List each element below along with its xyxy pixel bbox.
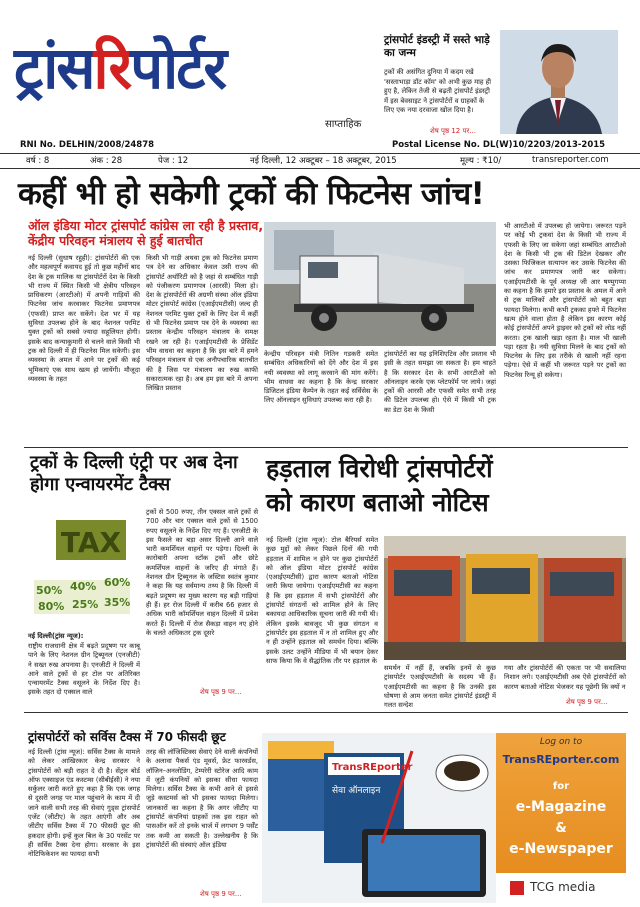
weekly-label: साप्ताहिक: [325, 119, 362, 130]
percent-6: 35%: [104, 596, 131, 609]
teaser-body: ट्रकों की असंगित दुनिया में कदम रखे 'सस्ताभाड़ा डॉट कॉम' को अभी कुछ माह ही हुए है, लेकिन तेजी से बढ़ती ट्रांसपोर्ट इंडस्ट्री में इस बेवसाइट ने ट्रांसपोर्टरों व ग्राहकों के लिए एक नया दरवाजा खोल दिया है।: [384, 68, 492, 115]
main-headline: कहीं भी हो सकेगी ट्रकों की फिटनेस जांच!: [18, 176, 485, 212]
truck-photo: [264, 222, 496, 346]
story4-more[interactable]: शेष पृष्ठ 9 पर...: [200, 890, 242, 898]
story3-more[interactable]: शेष पृष्ठ 9 पर...: [566, 698, 608, 706]
ad-brand: TCG media: [530, 880, 596, 894]
ad-brand-strip: [496, 873, 626, 903]
ad-mag-sub: सेवा ऑनलाइन: [332, 786, 381, 796]
issue-date: नई दिल्ली, 12 अक्टूबर – 18 अक्टूबर, 2015: [250, 156, 397, 166]
story2-dateline: नई दिल्ली(ट्रांस न्यूज):: [28, 632, 84, 640]
masthead-part1: ट्रांस: [14, 34, 94, 102]
ad-amp: &: [555, 821, 567, 836]
trucks-photo: [384, 536, 626, 660]
website-link[interactable]: transreporter.com: [532, 155, 609, 165]
teaser-title: ट्रांसपोर्ट इंडस्ट्री में सस्ते भाड़े का जन्म: [384, 34, 490, 59]
story4-col2: तरह की लॉजिस्टिक्स सेवाएं देने वाली कंपनियों के अलावा पैकर्स एंड मूवर्स, फ्रेट फारवर्डस, लॉजिन–अनलोडिंग, टेम्परेरी स्टोरेज आदि काम में जुटी कंपनियों को इसका सीधा फायदा मिलेगा। सर्विस टैक्स के कभी आने से इससे जुड़े कस्टमर्स को भी इसका फायदा मिलेगा। जानकारों का कहना है कि अगर जीटीए या ट्रांसपोर्ट कंपनियां ग्राहकों तक इस राहत को पास‌ऑन करें तो इनके चार्ज में लगभग 9 पर्सेंट तक कमी आ सकती है। उल्लेखनीय है कि ट्रांसपोर्टरों की संस्थाएं ऑल इंडिया: [146, 748, 258, 849]
percent-5: 25%: [72, 598, 99, 611]
story2-col-left: राष्ट्रीय राजधानी क्षेत्र में बढ़ते प्रदूषण पर काबू पाने के लिए नेशनल ग्रीन ट्रिब्यूनल (एनजीटी) ने सख्त रुख अपनाया है। एनजीटी ने दिल्ली में आने वाले ट्रकों से हर टोल पर अतिरिक्त एन्वायरमेंट टैक्स वसूलने के निर्देश दिए है। इसके तहत दो एक्सल वाले: [28, 642, 140, 697]
story3-col2: समर्थन में नहीं हैं, जबकि इनमें से कुछ ट्रांसपोर्टर एआईएमटीसी के सदस्य भी हैं। एआईएमटीसी का कहना है कि उनकी इस घोषणा से आम जनता समेत ट्रांसपोर्ट इंडस्ट्री में गलत सन्देश: [384, 664, 496, 710]
issue-price: मूल्य : ₹10/: [460, 156, 502, 166]
ad-line1: e-Magazine: [515, 799, 607, 815]
story1-col3: केन्द्रीय परिवहन मंत्री नितिन गडकरी समेत सम्बंधित अधिकारियों को देंगे और देश में इस नयी व्यवस्था को लागू करवाने की मांग करेंगे। भीम वाधवा का कहना है कि केन्द्र सरकार डिजिटल इंडिया कैम्पेन के तहत कई सर्विसेस के लिए ऑनलाइन सुविधाएं उपलब्ध करा रही है।: [264, 350, 378, 405]
ad-panel[interactable]: [496, 733, 626, 903]
story1-col4: ट्रांसपोर्टरों का यह इनिशिएटिव और प्रस्ताव भी इसी के तहत समझा जा सकता है। हम चाहते है कि सरकार देश के सभी आरटीओ को ऑनलाइन करके एक प्लेटफॉर्म पर लाये। जहां ट्रकों की आरसी और एफसी समेत सभी तरह की डिटेल उपलब्ध हो। ऐसे में किसी भी ट्रक का डेटा देश के किसी: [384, 350, 496, 414]
percent-2: 40%: [70, 580, 97, 593]
percent-3: 60%: [104, 576, 131, 589]
page-count: पेज : 12: [158, 156, 189, 166]
story1-col2: किसी भी गाड़ी अथवा ट्रक को फिटनेस प्रमाण पत्र देने का अधिकार केवल उसी राज्य की ट्रांसपोर्ट अथॉरिटी को है जहां से सम्बंधित गाड़ी को पंजीकरण प्रमाणपत्र (आरसी) मिला हो। देश के ट्रांसपोर्टरों की अग्रणी संस्था ऑल इंडिया मोटर ट्रांसपोर्ट कांग्रेस (एआईएमटीसी) जल्द ही नेशनल परमिट युक्त ट्रकों के लिए देश में कहीं से भी फिटनेस प्रमाण पत्र देने के व्यवस्था का प्रस्ताव केन्द्रीय परिवहन मंत्रालय के समक्ष रखने जा रही है। एआईएमटीसी के प्रेसिडेंट भीम वाधवा का कहना है कि इस बारे में हमने परिवहन मंत्रालय से एक अनौपचारिक बातचीत की है जिस पर मंत्रालय का रुख काफी सकारात्मक रहा है। अब हम इस बारे में अपना लिखित प्रस्ताव: [146, 254, 258, 393]
percent-1: 50%: [36, 584, 63, 597]
issue-bar: [0, 153, 640, 169]
ad-logon: Log on to: [539, 737, 583, 747]
tax-image-text: TAX: [60, 526, 122, 559]
section-divider: [24, 447, 628, 448]
rni-number: RNI No. DELHIN/2008/24878: [20, 140, 155, 150]
tcg-logo-icon: [510, 881, 524, 895]
issue-year: वर्ष : 8: [26, 156, 50, 166]
story3-col1: नई दिल्ली (ट्रांस न्यूज): टोल बैरियर्स समेत कुछ मुद्दों को लेकर पिछले दिनों की गयी हड़ताल में शामिल न होने पर कुछ ट्रांसपोर्टरों को ऑल इंडिया मोटर ट्रांसपोर्ट कांग्रेस (एआईएमटीसी) द्वारा कारण बताओ नोटिस जारी किया जायेगा। एआईएमटीसी का कहना है कि इस हड़ताल में सभी ट्रांसपोर्टरों और ट्रांसपोर्ट संगठनों को शामिल होने के लिए बकायदा आधिकारिक सूचना जारी की गयी थी। लेकिन इसके बावजूद भी कुछ संगठन व ट्रांसपोर्टर इस हड़ताल में न तो शामिल हुए और न ही उन्होंने हड़ताल को समर्थन दिया। बल्कि इसके उलट उन्होंने मीडिया में भी बयान देकर साफ किया कि वे सैद्धांतिक तौर पर हड़ताल के: [266, 536, 378, 665]
story3-headline-line2: को कारण बताओ नोटिस: [266, 488, 489, 517]
person-photo: [500, 30, 618, 134]
ad-magazine-visual: [262, 733, 496, 903]
postal-license: Postal License No. DL(W)10/2203/2013-2015: [392, 140, 606, 150]
masthead-logo: [14, 22, 374, 114]
ad-mag-title: TransREporter: [332, 762, 413, 773]
story2-col-right: ट्रकों से 500 रुपए, तीन एक्सल वाले ट्रकों से 700 और चार एक्सल वाले ट्रकों से 1500 रुपए वसूलने के निर्देश दिए गए हैं। एनजीटी के इस फैसले का बड़ा असर दिल्ली आने वाले भारी कमर्शियल वाहनों पर पड़ेगा। दिल्ली के कारोबारी अपना स्टॉक ट्रकों और छोटे कमर्शियल वाहनों के जरिए ही मंगाते हैं। नेशनल ग्रीन ट्रिब्यूनल के जस्टिस स्वतंत्र कुमार ने कहा कि यह सर्वमान्य तथ्य है कि दिल्ली में बढ़ते प्रदूषण का मुख्य कारण यह बड़ी गाड़ियां ही हैं। हर रोज दिल्ली में करीब 66 हजार से अधिक भारी कॉमर्शियल वाहन दिल्ली में प्रवेश करते हैं। दिल्ली में रोज सैकड़ा वाहन नए होने के चलते अधिकतर ट्रक दूसरे: [146, 508, 258, 637]
story3-headline-line1: हड़ताल विरोधी ट्रांसपोर्टरों: [266, 454, 493, 483]
masthead-part3: पोर्टर: [130, 34, 226, 102]
story3-headline: [266, 452, 626, 520]
story2-more[interactable]: शेष पृष्ठ 9 पर...: [200, 688, 242, 696]
story1-col1: नई दिल्ली (सुधाष रहुही): ट्रांसपोर्टरों की एक और महत्वपूर्ण कवायद हुई तो कुछ महीनों बाद देश के ट्रक मालिक या ट्रांसपोर्टरों देश के किसी भी राज्य में स्थित किसी भी क्षेत्रीय परिवहन प्राधिकरण (आरटीओ) में अपनी गाड़ियों की फिटनेस जांच करवाकर फिटनेस प्रमाणपत्र (एफसी) प्राप्त कर सकेंगे। देश भर में यह सुविधा उपलब्ध होने के बाद नेशनल परमिट युक्त ट्रकों को सबसे ज्यादा सहूलियत होगी। इसके बाद कन्याकुमारी से चलने वाले किसी भी ट्रक को दिल्ली में ही फिटनेस मिल सकेगी। इस व्यवस्था के अमल में आने पर ट्रकों की कई भूमिकाएं एक साथ खत्म हो जायेंगी। मौजूदा व्यवस्था के तहत: [28, 254, 140, 383]
ad-line2: e-Newspaper: [509, 841, 613, 857]
issue-number: अंक : 28: [90, 156, 123, 166]
main-subheadline: ऑल इंडिया मोटर ट्रांसपोर्ट कांग्रेस ला रही है प्रस्ताव, केंद्रीय परिवहन मंत्रालय से हुई बातचीत: [28, 218, 264, 248]
ad-for: for: [552, 781, 570, 792]
teaser-more[interactable]: शेष पृष्ठ 12 पर...: [430, 127, 477, 135]
ad-site[interactable]: TransREporter.com: [502, 753, 620, 766]
story4-col1: नई दिल्ली (ट्रांस न्यूज): सर्विस टैक्स के मामले को लेकर आखिरकार केन्द्र सरकार ने ट्रांसपोर्टरों को बड़ी राहत दे दी है। सेंट्रल बोर्ड ऑफ एक्साइज एंड कस्टम्स (सीबीईसी) ने नया सर्कुलर जारी करते हुए कहा है कि एक जगह से दूसरी जगह पर माल पहुंचाने के काम में दी जाने वाली सभी तरह की सेवाएं गुड्स ट्रांसपोर्ट एजेंट (जीटीए) के तहत आएंगी और अब जीटीए सर्विस टैक्स में 70 फीसदी छूट की हकदार होगी। इन्हें कुल बिल के 30 परसेंट पर ही सर्विस टैक्स देना होगा। सरकार के इस नोटिफिकेशन का फायदा सभी: [28, 748, 140, 859]
story3-col3: गया और ट्रांसपोर्टरों की एकता पर भी सवालिया निशान लगे। एआईएमटीसी अब ऐसे ट्रांसपोर्टरों को कारण बताओ नोटिस भेजकर यह पूछेगी कि क्यों न: [504, 664, 626, 691]
story1-col5: भी आरटीओ में उपलब्ध हो जायेगा। जरूरत पड़ने पर कोई भी ट्रकवां देश के किसी भी राज्य में एफसी के लिए जा सकेगा जहां सम्बंधित आरटीओ देश के किसी भी ट्रक की डिटेल देखकर और उसका फिजिकल सत्यापन कर उसके फिटनेस की जांच कर प्रमाणपत्र जारी कर सकेगा। एआईएमटीसी के पूर्व अध्यक्ष जी आर षण्मुगप्पा का कहना है कि हमारे इस प्रस्ताव के अमल में आने से ट्रक मालिकों और ट्रांसपोर्टरों को बहुत बड़ा फायदा मिलेगा। कभी कभी ट्रकका हफ्ते में फिटनेस खत्म होने वाला होता है लेकिन इस कारण कोई कोई ट्रांसपोर्टरों अपने ड्राइवर को ट्रकों को लोड नहीं करता। ट्रक खाली खड़ा रहता है। माल भी खाली पड़ा रहता है। नयी सुविधा मिलने के बाद ट्रकों को फिटनेस के लिए इस तरीके से खाली नहीं रहना पड़ेगा। ऐसे में कहीं भी जरूरत पड़ने पर ट्रकों का फिटनेस रिन्यू हो सकेगा।: [504, 222, 626, 379]
story2-headline: ट्रकों के दिल्ली एंट्री पर अब देना होगा एन्वायरमेंट टैक्स: [30, 452, 238, 495]
masthead-part2: रि: [93, 34, 131, 102]
info-bar: [0, 140, 640, 152]
percent-4: 80%: [38, 600, 65, 613]
tax-graphic: [26, 506, 138, 624]
story4-headline: ट्रांसपोर्टरों को सर्विस टैक्स में 70 फीसदी छूट: [28, 730, 226, 744]
section-divider-2: [24, 712, 628, 713]
